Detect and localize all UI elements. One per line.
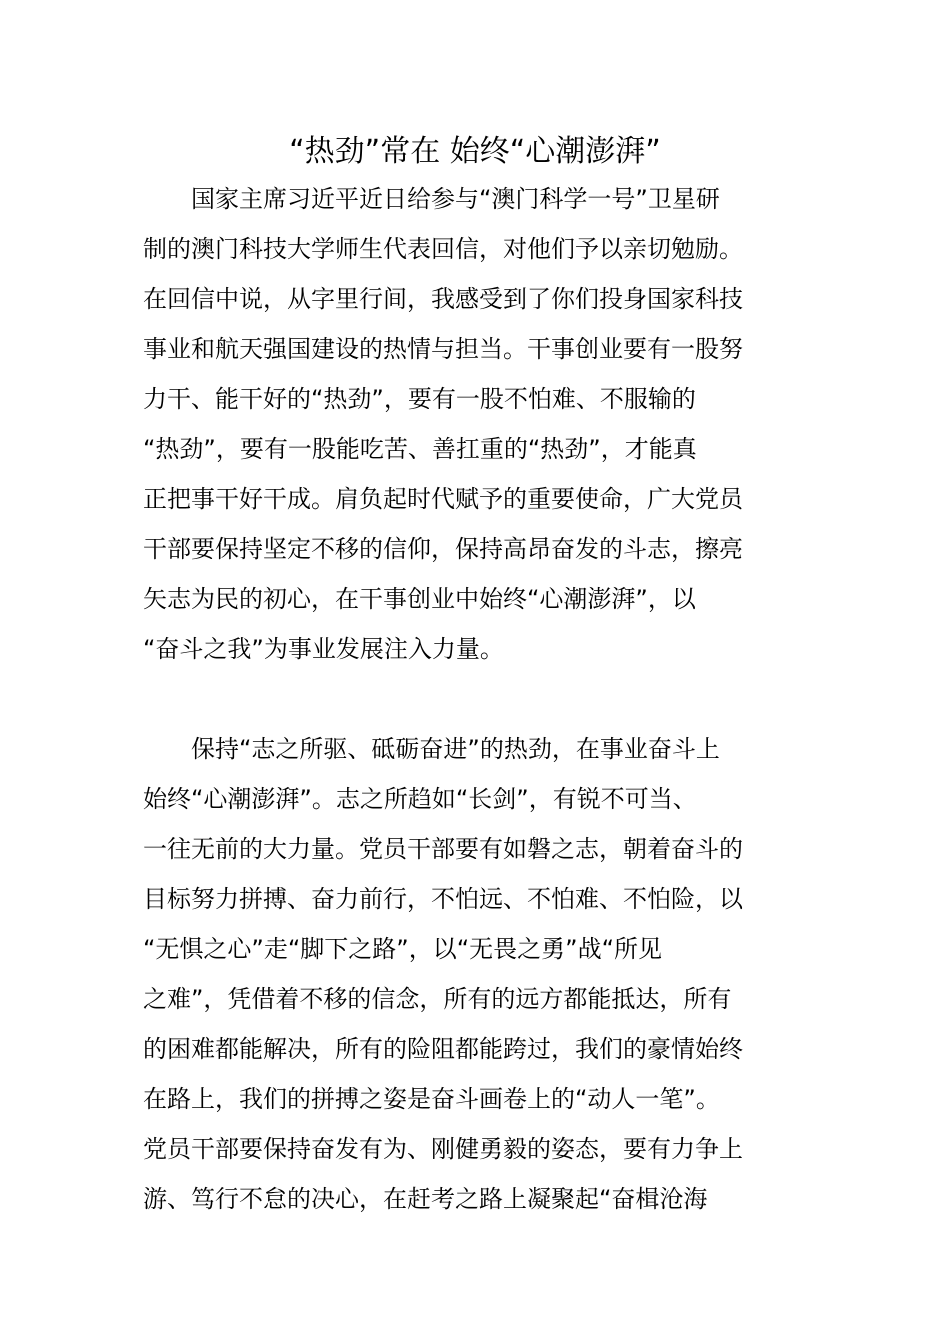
text-line: 力干、能干好的“热劲”，要有一股不怕难、不服输的 [143, 385, 696, 413]
text-line: 一往无前的大力量。党员干部要有如磐之志，朝着奋斗的 [143, 835, 743, 863]
text-line: 党员干部要保持奋发有为、刚健勇毅的姿态，要有力争上 [143, 1135, 743, 1163]
text-line: 目标努力拼搏、奋力前行，不怕远、不怕难、不怕险，以 [143, 885, 743, 913]
text-line: 的困难都能解决，所有的险阻都能跨过，我们的豪情始终 [143, 1035, 743, 1063]
text-line: “奋斗之我”为事业发展注入力量。 [143, 635, 504, 663]
paragraph-2 [143, 724, 813, 1224]
text-line: 事业和航天强国建设的热情与担当。干事创业要有一股努 [143, 335, 743, 363]
text-line: 在路上，我们的拼搏之姿是奋斗画卷上的“动人一笔”。 [143, 1085, 720, 1113]
text-line: 矢志为民的初心，在干事创业中始终“心潮澎湃”，以 [143, 585, 696, 613]
text-line: 保持“志之所驱、砥砺奋进”的热劲，在事业奋斗上 [143, 735, 720, 763]
text-line: “热劲”，要有一股能吃苦、善扛重的“热劲”，才能真 [143, 435, 697, 463]
paragraph-1 [143, 174, 813, 674]
text-line: 国家主席习近平近日给参与“澳门科学一号”卫星研 [143, 185, 720, 213]
text-line: 始终“心潮澎湃”。志之所趋如“长剑”，有锐不可当、 [143, 785, 697, 813]
text-line: 游、笃行不怠的决心，在赶考之路上凝聚起“奋楫沧海 [143, 1185, 708, 1213]
text-line: 之难”，凭借着不移的信念，所有的远方都能抵达，所有 [143, 985, 732, 1013]
text-line: 正把事干好干成。肩负起时代赋予的重要使命，广大党员 [143, 485, 743, 513]
document-title: “热劲”常在 始终“心潮澎湃” [289, 134, 661, 169]
text-line: 干部要保持坚定不移的信仰，保持高昂奋发的斗志，擦亮 [143, 535, 743, 563]
text-line: 制的澳门科技大学师生代表回信，对他们予以亲切勉励。 [143, 235, 743, 263]
text-line: 在回信中说，从字里行间，我感受到了你们投身国家科技 [143, 285, 743, 313]
text-line: “无惧之心”走“脚下之路”，以“无畏之勇”战“所见 [143, 935, 663, 963]
